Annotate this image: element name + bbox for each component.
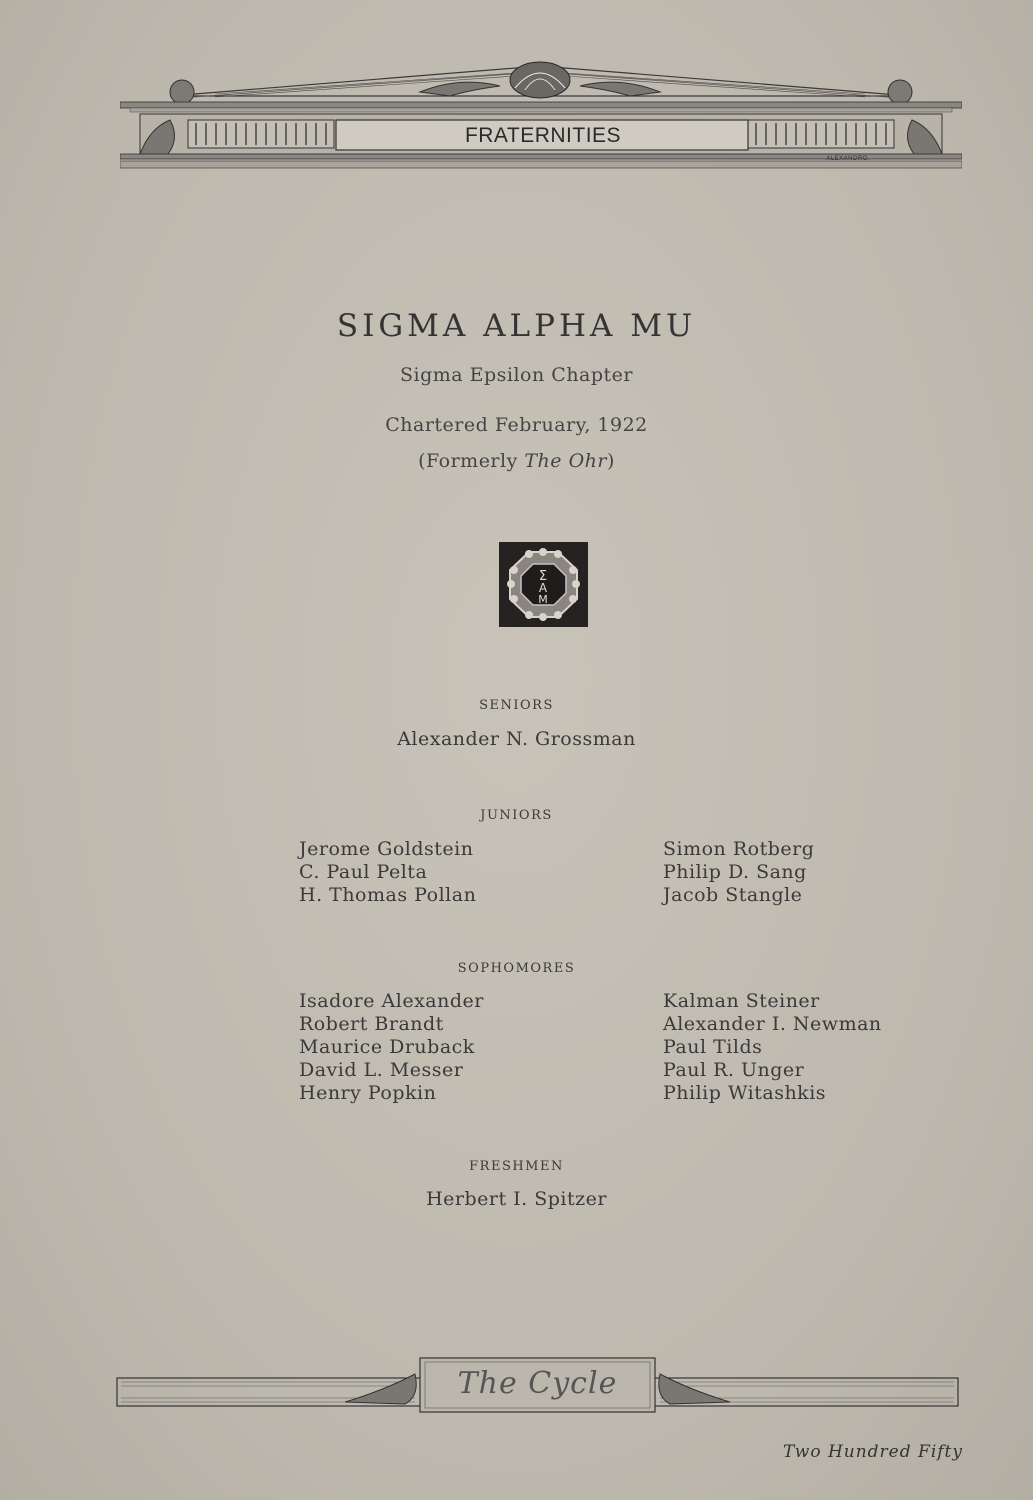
list-item: Paul Tilds <box>663 1036 763 1058</box>
formerly-suffix: ) <box>606 450 615 472</box>
list-item: Jerome Goldstein <box>299 838 474 860</box>
list-item: David L. Messer <box>299 1059 464 1081</box>
crest-letter-alpha: A <box>538 581 548 595</box>
chartered-date: Chartered February, 1922 <box>385 414 648 436</box>
formerly-prefix: (Formerly <box>418 450 525 472</box>
sophomores-left-column <box>299 990 484 1105</box>
sophomores-heading: SOPHOMORES <box>457 961 576 976</box>
former-name: The Ohr <box>524 450 607 472</box>
juniors-left-column <box>299 838 476 907</box>
list-item: Paul R. Unger <box>663 1059 805 1081</box>
juniors-heading: JUNIORS <box>480 808 553 823</box>
sophomores-right-column <box>663 990 882 1105</box>
juniors-right-column <box>663 838 814 907</box>
list-item: Simon Rotberg <box>663 838 815 860</box>
page-number: Two Hundred Fifty <box>783 1442 963 1462</box>
list-item: Jacob Stangle <box>663 884 803 906</box>
freshman-name: Herbert I. Spitzer <box>426 1188 607 1210</box>
header-banner <box>120 58 962 173</box>
list-item: Kalman Steiner <box>663 990 820 1012</box>
footer-banner <box>115 1352 960 1414</box>
list-item: Philip D. Sang <box>663 861 807 883</box>
list-item: C. Paul Pelta <box>299 861 428 883</box>
section-title: FRATERNITIES <box>464 124 622 147</box>
yearbook-title: The Cycle <box>457 1366 618 1401</box>
list-item: Henry Popkin <box>299 1082 437 1104</box>
list-item: H. Thomas Pollan <box>299 884 477 906</box>
formerly-note <box>0 450 1033 472</box>
crest-letter-mu: M <box>538 593 548 606</box>
crest-emblem-icon <box>499 542 588 627</box>
seniors-heading: SENIORS <box>479 698 554 713</box>
list-item: Alexander I. Newman <box>663 1013 882 1035</box>
list-item: Maurice Druback <box>299 1036 475 1058</box>
list-item: Philip Witashkis <box>663 1082 827 1104</box>
list-item: Isadore Alexander <box>299 990 484 1012</box>
senior-name: Alexander N. Grossman <box>397 728 636 750</box>
list-item: Robert Brandt <box>299 1013 444 1035</box>
engraver-credit: ALEXANDRO. <box>826 156 870 162</box>
freshmen-heading: FRESHMEN <box>469 1159 564 1174</box>
chapter-name: Sigma Epsilon Chapter <box>399 364 634 386</box>
crest-letter-sigma: Σ <box>538 569 548 584</box>
fraternity-name: SIGMA ALPHA MU <box>336 308 697 344</box>
fraternity-crest <box>499 542 588 627</box>
